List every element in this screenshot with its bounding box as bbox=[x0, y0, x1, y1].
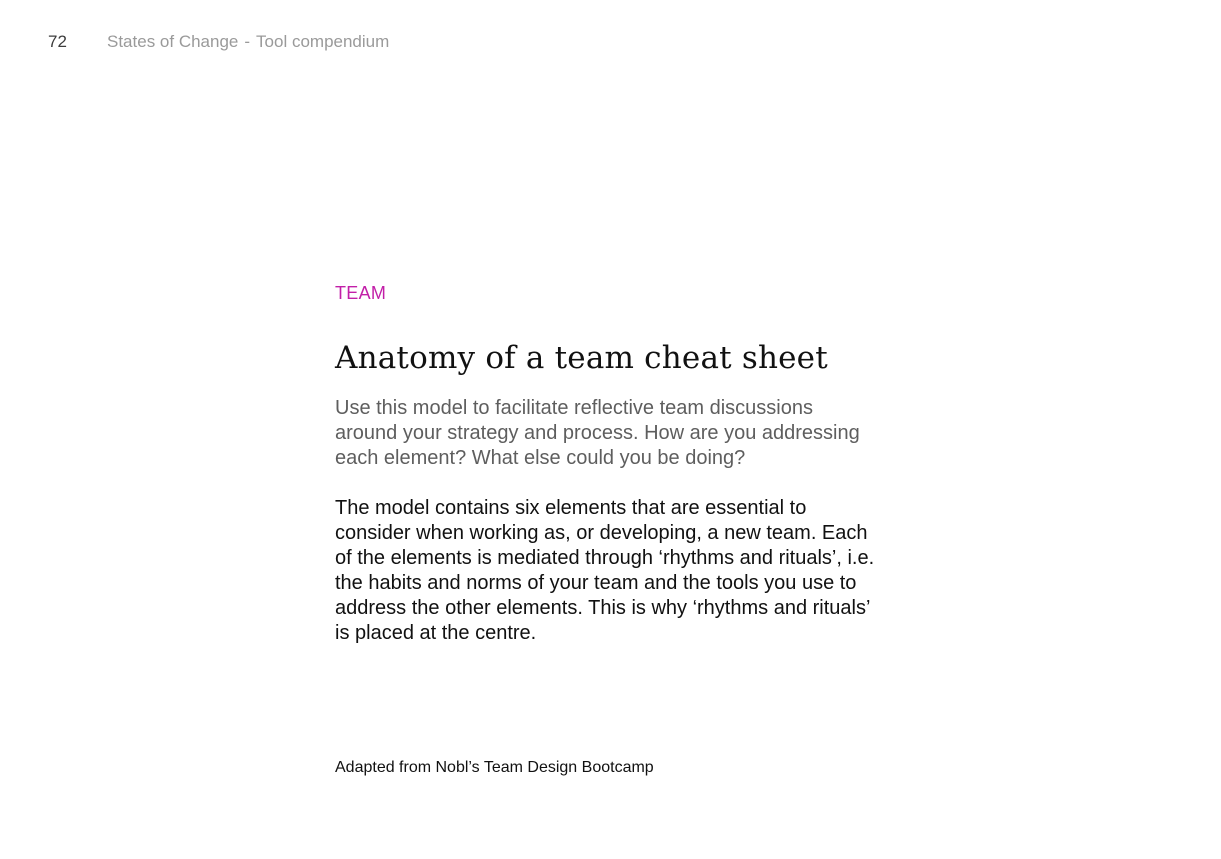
document-title bbox=[107, 32, 389, 52]
intro-paragraph: Use this model to facilitate reflective team discussions around your strategy and process. How are you addressing each element? What else could you be doing? bbox=[335, 397, 860, 469]
header-separator: - bbox=[244, 32, 251, 51]
section-title: Tool compendium bbox=[256, 32, 390, 51]
document-title-text: States of Change bbox=[107, 32, 239, 51]
category-label: TEAM bbox=[335, 283, 387, 303]
page-title: Anatomy of a team cheat sheet bbox=[335, 340, 828, 376]
tool-content bbox=[335, 282, 875, 646]
body-paragraph: The model contains six elements that are essential to consider when working as, or developing, a new team. Each of the elements is mediated through ‘rhythms and rituals’, i.e. the habits and norms of your team and the tools you use to address the other elements. This is why ‘rhythms and rituals’ is placed at the centre. bbox=[335, 497, 875, 644]
page-number: 72 bbox=[48, 32, 67, 51]
source-attribution: Adapted from Nobl’s Team Design Bootcamp bbox=[335, 759, 654, 776]
